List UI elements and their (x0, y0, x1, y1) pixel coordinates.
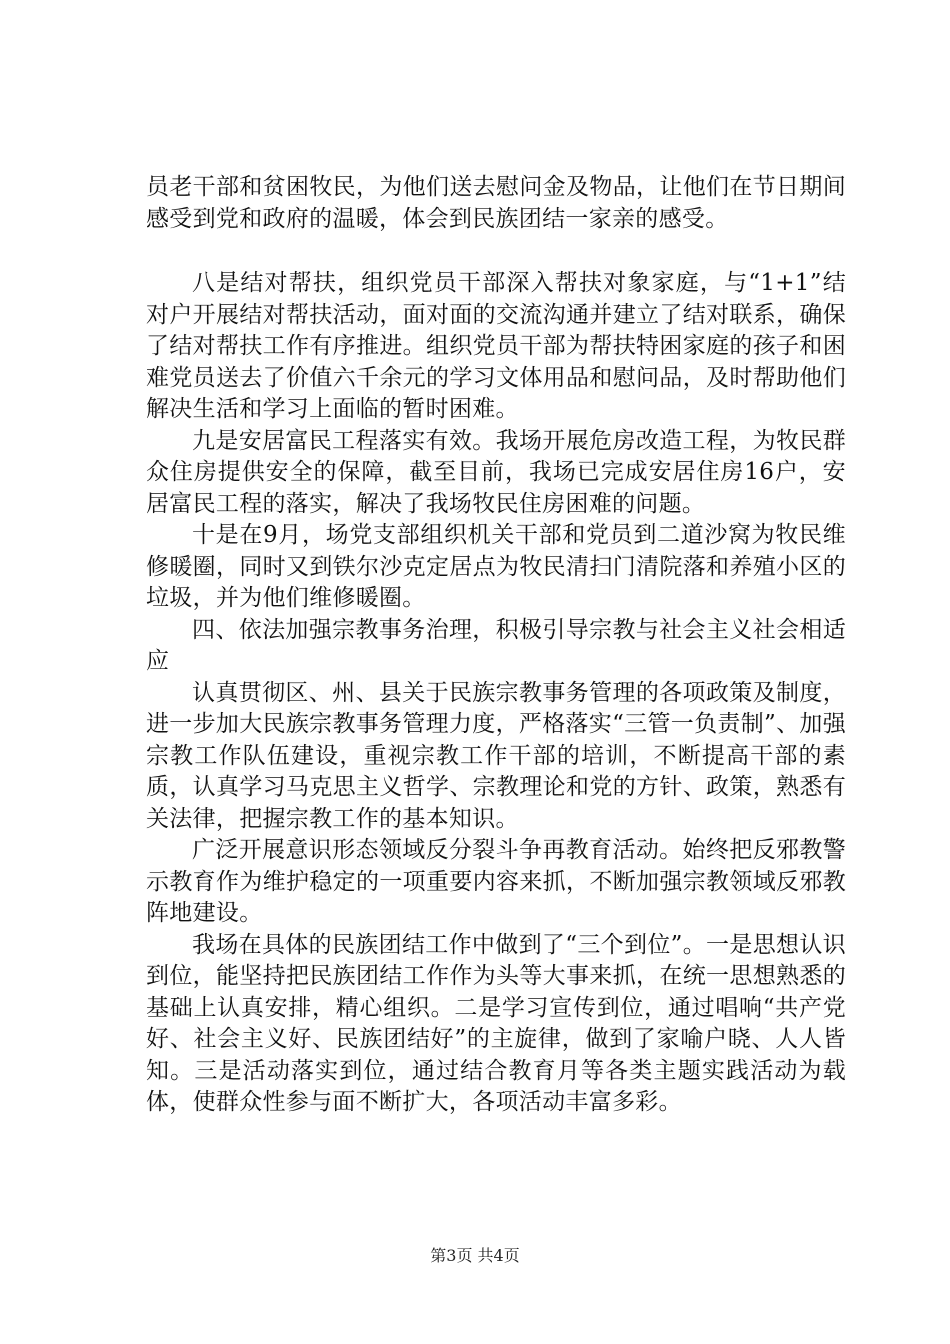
body-text (146, 268, 846, 1119)
paragraph-housing-project: 九是安居富民工程落实有效。我场开展危房改造工程，为牧民群众住房提供安全的保障，截至目前，我场已完成安居住房16户，安居富民工程的落实，解决了我场牧民住房困难的问题。 (146, 427, 846, 517)
paragraph-pairing-assistance: 八是结对帮扶，组织党员干部深入帮扶对象家庭，与“1+1”结对户开展结对帮扶活动，面对面的交流沟通并建立了结对联系，确保了结对帮扶工作有序推进。组织党员干部为帮扶特困家庭的孩子和困难党员送去了价值六千余元的学习文体用品和慰问品，及时帮助他们解决生活和学习上面临的暂时困难。 (146, 270, 846, 422)
continuation-paragraph: 员老干部和贫困牧民，为他们送去慰问金及物品，让他们在节日期间感受到党和政府的温暖，体会到民族团结一家亲的感受。 (146, 174, 846, 232)
paragraph-religious-policy: 认真贯彻区、州、县关于民族宗教事务管理的各项政策及制度，进一步加大民族宗教事务管理力度，严格落实“三管一负责制”、加强宗教工作队伍建设，重视宗教工作干部的培训，不断提高干部的素质，认真学习马克思主义哲学、宗教理论和党的方针、政策，熟悉有关法律，把握宗教工作的基本知识。 (146, 679, 846, 832)
paragraph-anti-separatism: 广泛开展意识形态领域反分裂斗争再教育活动。始终把反邪教警示教育作为维护稳定的一项重要内容来抓，不断加强宗教领域反邪教阵地建设。 (146, 837, 846, 926)
page-footer: 第3页 共4页 (430, 1246, 520, 1265)
paragraph-september-activities: 十是在9月，场党支部组织机关干部和党员到二道沙窝为牧民维修暖圈，同时又到铁尔沙克定居点为牧民清扫门清院落和养殖小区的垃圾，并为他们维修暖圈。 (146, 522, 846, 611)
continuation-block (146, 172, 846, 235)
paragraph-three-in-place: 我场在具体的民族团结工作中做到了“三个到位”。一是思想认识到位，能坚持把民族团结工作作为头等大事来抓，在统一思想熟悉的基础上认真安排，精心组织。二是学习宣传到位，通过唱响“共产党好、社会主义好、民族团结好”的主旋律，做到了家喻户晓、人人皆知。三是活动落实到位，通过结合教育月等各类主题实践活动为载体，使群众性参与面不断扩大，各项活动丰富多彩。 (146, 931, 846, 1115)
section-heading-religious-affairs: 四、依法加强宗教事务治理，积极引导宗教与社会主义社会相适应 (146, 616, 846, 674)
